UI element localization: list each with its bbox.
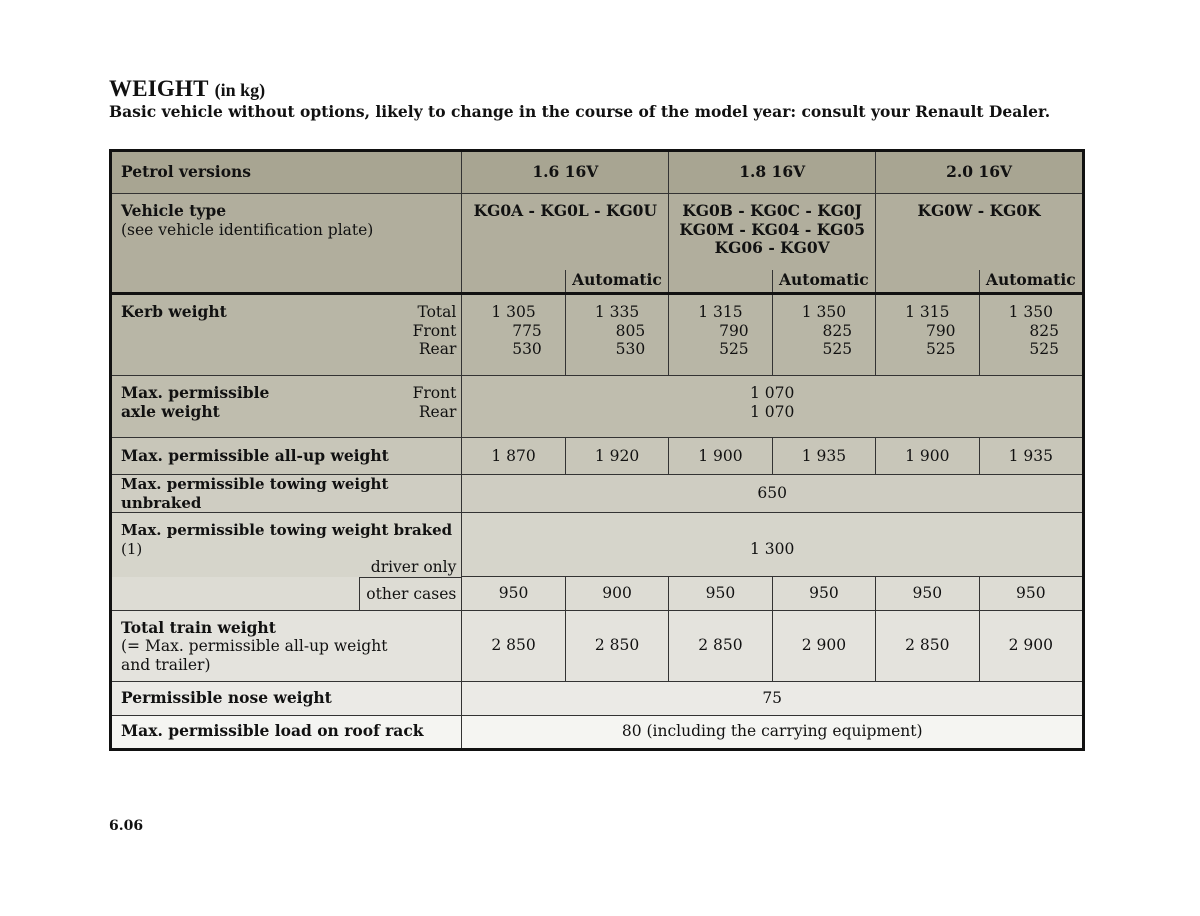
allup-value: 1 900 xyxy=(876,438,979,475)
train-value: 2 900 xyxy=(772,610,875,681)
allup-weight-label: Max. permissible all-up weight xyxy=(111,438,462,475)
train-weight-row xyxy=(111,610,1084,681)
axle-weight-label: Max. permissible Front axle weight Rear xyxy=(111,376,462,438)
kerb-values: 1 335 805 530 xyxy=(565,294,668,376)
kerb-values: 1 350 825 525 xyxy=(772,294,875,376)
towing-unbraked-value: 650 xyxy=(462,475,1084,513)
engine-header: 1.6 16V xyxy=(462,151,669,194)
kerb-weight-row xyxy=(111,294,1084,376)
title-unit: (in kg) xyxy=(214,80,266,100)
automatic-label: Automatic xyxy=(772,270,875,292)
nose-weight-row xyxy=(111,681,1084,715)
table-header-row xyxy=(111,151,1084,194)
kerb-values: 1 350 825 525 xyxy=(979,294,1083,376)
train-value: 2 850 xyxy=(565,610,668,681)
engine-header: 1.8 16V xyxy=(669,151,876,194)
train-value: 2 850 xyxy=(462,610,565,681)
vehicle-codes-cell: KG0A - KG0L - KG0U Automatic xyxy=(462,194,669,294)
allup-value: 1 920 xyxy=(565,438,668,475)
towing-other-value: 950 xyxy=(772,577,875,611)
page-number: 6.06 xyxy=(109,818,144,834)
page-title xyxy=(109,76,265,102)
towing-unbraked-label: Max. permissible towing weight unbraked xyxy=(111,475,462,513)
towing-other-value: 950 xyxy=(876,577,979,611)
towing-other-value: 950 xyxy=(979,577,1083,611)
train-value: 2 850 xyxy=(669,610,772,681)
vehicle-codes-cell: KG0B - KG0C - KG0J KG0M - KG04 - KG05 KG06 - KG0V Automatic xyxy=(669,194,876,294)
automatic-label: Automatic xyxy=(565,270,668,292)
nose-weight-value: 75 xyxy=(462,681,1084,715)
allup-value: 1 900 xyxy=(669,438,772,475)
towing-braked-row xyxy=(111,513,1084,577)
train-weight-label: Total train weight (= Max. permissible all-up weight and trailer) xyxy=(111,610,462,681)
allup-value: 1 935 xyxy=(772,438,875,475)
vehicle-codes-cell: KG0W - KG0K Automatic xyxy=(876,194,1084,294)
towing-other-value: 900 xyxy=(565,577,668,611)
towing-other-label: other cases xyxy=(111,577,462,611)
kerb-values: 1 315 790 525 xyxy=(669,294,772,376)
roof-rack-label: Max. permissible load on roof rack xyxy=(111,715,462,749)
allup-value: 1 935 xyxy=(979,438,1083,475)
header-label: Petrol versions xyxy=(111,151,462,194)
allup-value: 1 870 xyxy=(462,438,565,475)
axle-weight-values: 1 070 1 070 xyxy=(462,376,1084,438)
kerb-weight-label: Kerb weight Total Front Rear xyxy=(111,294,462,376)
automatic-label: Automatic xyxy=(979,270,1082,292)
towing-braked-driver-value: 1 300 xyxy=(462,513,1084,577)
page-subtitle: Basic vehicle without options, likely to change in the course of the model year: consult your Renault Dealer. xyxy=(109,102,1051,121)
towing-other-value: 950 xyxy=(462,577,565,611)
kerb-values: 1 315 790 525 xyxy=(876,294,979,376)
nose-weight-label: Permissible nose weight xyxy=(111,681,462,715)
weight-table xyxy=(109,149,1085,751)
axle-weight-row xyxy=(111,376,1084,438)
kerb-values: 1 305 775 530 xyxy=(462,294,565,376)
train-value: 2 850 xyxy=(876,610,979,681)
roof-rack-value: 80 (including the carrying equipment) xyxy=(462,715,1084,749)
towing-other-value: 950 xyxy=(669,577,772,611)
towing-braked-label: Max. permissible towing weight braked (1) driver only xyxy=(111,513,462,577)
vehicle-type-row xyxy=(111,194,1084,294)
towing-unbraked-row xyxy=(111,475,1084,513)
towing-other-row xyxy=(111,577,1084,611)
train-value: 2 900 xyxy=(979,610,1083,681)
allup-weight-row xyxy=(111,438,1084,475)
engine-header: 2.0 16V xyxy=(876,151,1084,194)
title-main: WEIGHT xyxy=(109,76,209,101)
roof-rack-row xyxy=(111,715,1084,749)
vehicle-type-label: Vehicle type (see vehicle identification plate) xyxy=(111,194,462,294)
